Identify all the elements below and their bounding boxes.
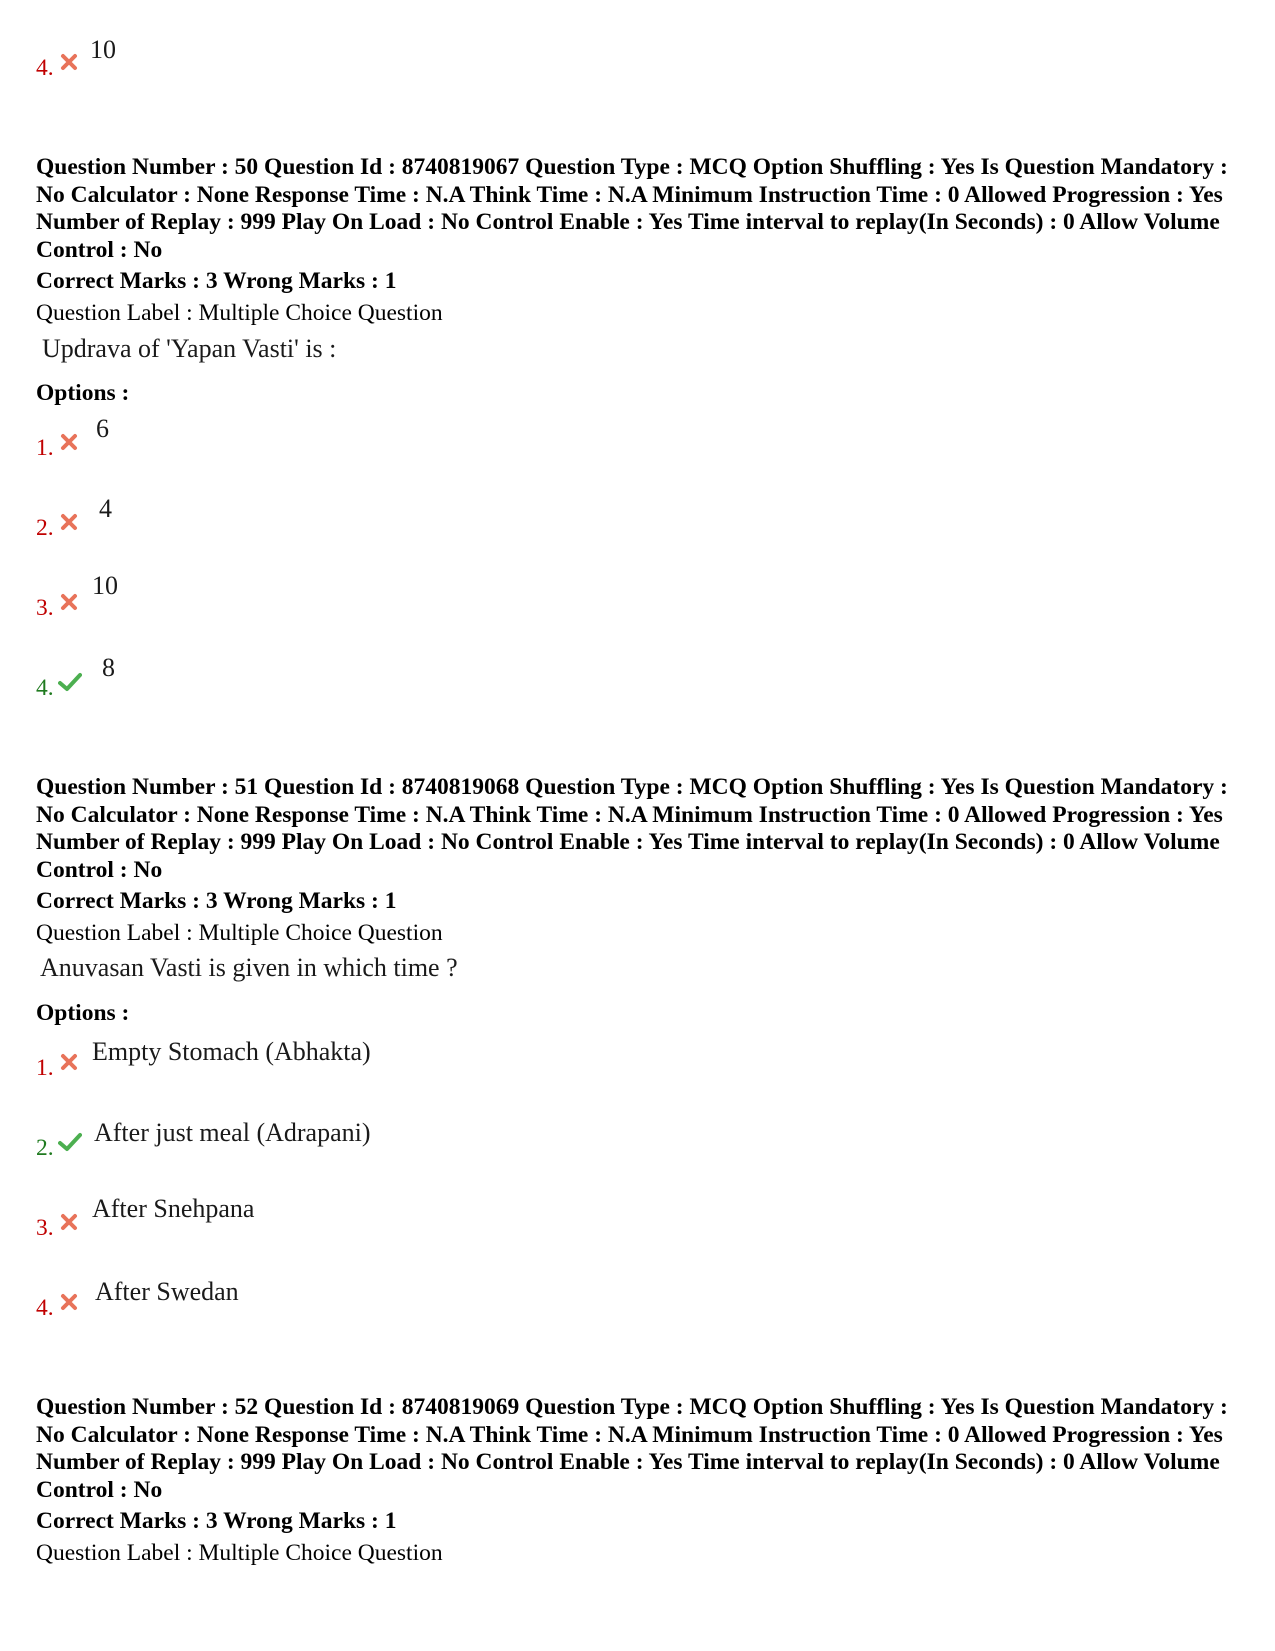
option-text: 10 (92, 571, 118, 600)
option-text: After Snehpana (92, 1194, 255, 1223)
option-text: 8 (102, 653, 115, 682)
option-number: 2. (36, 515, 54, 541)
option-text: After Swedan (95, 1277, 239, 1306)
option-number: 4. (36, 1295, 54, 1321)
option-text: Empty Stomach (Abhakta) (92, 1037, 371, 1066)
question-label: Question Label : Multiple Choice Question (36, 300, 443, 326)
option-number: 1. (36, 1055, 54, 1081)
cross-icon (59, 1052, 79, 1072)
option-text: 10 (90, 35, 116, 64)
question-text: Anuvasan Vasti is given in which time ? (40, 953, 458, 982)
cross-icon (59, 1212, 79, 1232)
option-text: After just meal (Adrapani) (94, 1118, 371, 1147)
question-text: Updrava of 'Yapan Vasti' is : (42, 334, 337, 363)
check-icon (58, 1132, 82, 1152)
option-number: 4. (36, 675, 54, 701)
question-label: Question Label : Multiple Choice Question (36, 1540, 443, 1566)
question-marks: Correct Marks : 3 Wrong Marks : 1 (36, 268, 397, 294)
question-meta: Question Number : 52 Question Id : 8740819069 Question Type : MCQ Option Shuffling : Yes Is Question Mandatory : No Calculator : None Response Time : N.A Think Time : N.A Minimum Instruction Time : 0 Allowed Progression : Yes Number of Replay : 999 Play On Load : No Control Enable : Yes Time interval to replay(In Seconds) : 0 Allow Volume Control : No (36, 1394, 1228, 1503)
option-number: 2. (36, 1135, 54, 1161)
options-header: Options : (36, 380, 130, 406)
question-meta: Question Number : 51 Question Id : 8740819068 Question Type : MCQ Option Shuffling : Yes Is Question Mandatory : No Calculator : None Response Time : N.A Think Time : N.A Minimum Instruction Time : 0 Allowed Progression : Yes Number of Replay : 999 Play On Load : No Control Enable : Yes Time interval to replay(In Seconds) : 0 Allow Volume Control : No (36, 774, 1228, 883)
cross-icon (59, 52, 79, 72)
option-number: 3. (36, 595, 54, 621)
cross-icon (59, 1292, 79, 1312)
question-meta: Question Number : 50 Question Id : 8740819067 Question Type : MCQ Option Shuffling : Yes Is Question Mandatory : No Calculator : None Response Time : N.A Think Time : N.A Minimum Instruction Time : 0 Allowed Progression : Yes Number of Replay : 999 Play On Load : No Control Enable : Yes Time interval to replay(In Seconds) : 0 Allow Volume Control : No (36, 154, 1228, 263)
options-header: Options : (36, 1000, 130, 1026)
question-label: Question Label : Multiple Choice Question (36, 920, 443, 946)
option-text: 6 (96, 414, 109, 443)
cross-icon (59, 432, 79, 452)
option-text: 4 (99, 494, 112, 523)
question-marks: Correct Marks : 3 Wrong Marks : 1 (36, 888, 397, 914)
check-icon (58, 672, 82, 692)
cross-icon (59, 592, 79, 612)
cross-icon (59, 512, 79, 532)
option-number: 4. (36, 55, 54, 81)
option-number: 3. (36, 1215, 54, 1241)
question-marks: Correct Marks : 3 Wrong Marks : 1 (36, 1508, 397, 1534)
option-number: 1. (36, 435, 54, 461)
